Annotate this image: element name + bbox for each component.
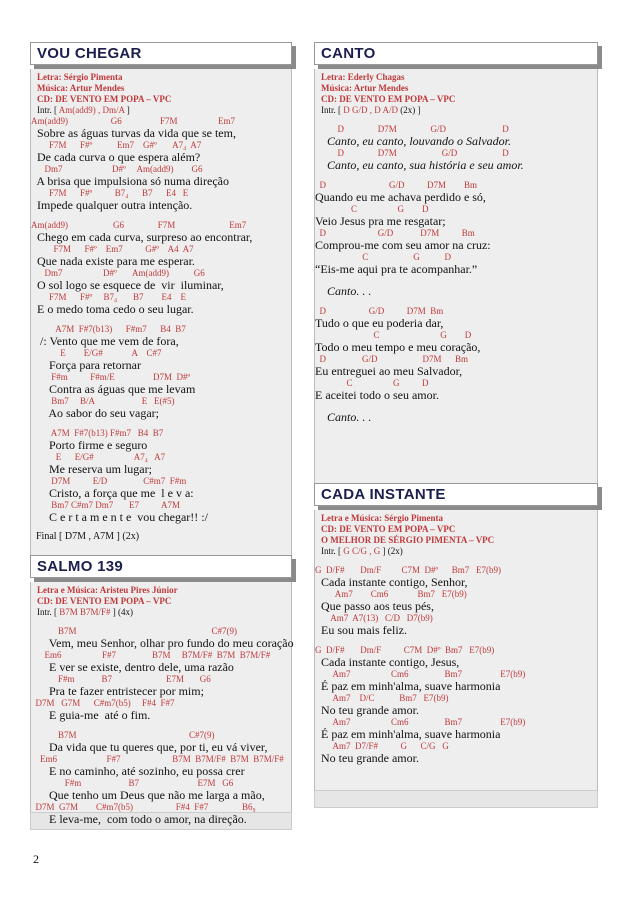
chord-line: Bm7 C#m7 Dm7 E7 A7M bbox=[31, 500, 181, 510]
lyric-line: Eu sou mais feliz. bbox=[315, 623, 407, 637]
page-number: 2 bbox=[33, 852, 39, 866]
song-salmo-139 bbox=[30, 555, 292, 830]
credit-line: Letra: Ederly Chagas bbox=[321, 72, 405, 82]
spacer bbox=[31, 618, 285, 626]
chord-line: B7M C#7(9) bbox=[31, 730, 215, 740]
lyric-line: E guia-me até o fim. bbox=[31, 708, 151, 722]
song-title: VOU CHEGAR bbox=[30, 42, 292, 65]
chord-line: Bm7 B/A E E(#5) bbox=[31, 396, 175, 406]
lyric-line: Veio Jesus pra me resgatar; bbox=[315, 214, 446, 228]
lyric-line: Porto firme e seguro bbox=[31, 438, 148, 452]
chord-line: F#m B7 E7M G6 bbox=[31, 674, 211, 684]
song-body bbox=[314, 69, 598, 484]
lyric-line: Que nada existe para me esperar. bbox=[31, 254, 195, 268]
lyric-line: “Eis-me aqui pra te acompanhar.” bbox=[315, 262, 478, 276]
credits bbox=[321, 72, 591, 105]
credits bbox=[321, 513, 591, 546]
song-lines bbox=[31, 618, 294, 826]
lyric-line: Tudo o que eu poderia dar, bbox=[315, 316, 444, 330]
chord-line: Em6 F#7 B7M B7M/F# B7M B7M/F# bbox=[31, 650, 271, 660]
lyric-line: Me reserva um lugar; bbox=[31, 462, 152, 476]
lyric-line: No teu grande amor. bbox=[315, 703, 419, 717]
lyric-line: E o medo toma cedo o seu lugar. bbox=[31, 302, 194, 316]
credits bbox=[37, 585, 285, 607]
song-lines bbox=[31, 116, 285, 542]
lyric-line: Vem, meu Senhor, olhar pro fundo do meu coração bbox=[31, 636, 294, 650]
chord-line: D7M G7M C#m7(b5) F#4 F#7 B6₉ bbox=[31, 802, 256, 812]
lyric-line: Todo o meu tempo e meu coração, bbox=[315, 340, 481, 354]
spacer bbox=[315, 172, 591, 180]
chord-line: C G D bbox=[315, 330, 472, 340]
song-lines bbox=[315, 557, 591, 765]
credit-line: CD: DE VENTO EM POPA – VPC bbox=[321, 94, 456, 104]
spacer bbox=[315, 116, 591, 124]
chord-line: F7M F#º Em7 G#º A7₄ A7 bbox=[31, 140, 202, 150]
lyric-line: Que tenho um Deus que não me larga a mão, bbox=[31, 788, 265, 802]
chord-line: D D7M G/D D bbox=[315, 124, 509, 134]
credit-line: CD: DE VENTO EM POPA – VPC bbox=[37, 94, 172, 104]
chord-line: F#m B7 E7M G6 bbox=[31, 778, 234, 788]
lyric-line: A brisa que impulsiona só numa direção bbox=[31, 174, 229, 188]
chord-line: D7M G7M C#m7(b5) F#4 F#7 bbox=[31, 698, 175, 708]
lyric-line: Canto. . . bbox=[315, 410, 372, 424]
credit-line: Letra e Música: Aristeu Pires Júnior bbox=[37, 585, 178, 595]
lyric-line: Chego em cada curva, surpreso ao encontrar, bbox=[31, 230, 253, 244]
chord-line: D G/D D7M Bm bbox=[315, 180, 478, 190]
lyric-line: Que passo aos teus pés, bbox=[315, 599, 434, 613]
lyric-line: Cada instante contigo, Jesus, bbox=[315, 655, 460, 669]
lyric-line: Quando eu me achava perdido e só, bbox=[315, 190, 486, 204]
final-line: Final [ D7M , A7M ] (2x) bbox=[31, 531, 140, 542]
lyric-line: E ver se existe, dentro dele, uma razão bbox=[31, 660, 234, 674]
chord-line: Am7 Cm6 Bm7 E7(b9) bbox=[315, 669, 526, 679]
lyric-line: O sol logo se esquece de vir iluminar, bbox=[31, 278, 224, 292]
chord-line: F7M F#º B7₄ B7 E4 E bbox=[31, 292, 186, 302]
credit-line: CD: DE VENTO EM POPA – VPC bbox=[37, 596, 172, 606]
chord-line: G D/F# Dm/F C7M D#º Bm7 E7(b9) bbox=[315, 645, 495, 655]
credits bbox=[37, 72, 285, 105]
song-body bbox=[314, 510, 598, 790]
lyric-line: Canto, eu canto, sua história e seu amor. bbox=[315, 158, 524, 172]
lyric-line: Pra te fazer entristecer por mim; bbox=[31, 684, 204, 698]
chord-line: D G/D D7M Bm bbox=[315, 228, 475, 238]
spacer bbox=[31, 212, 285, 220]
section-footer bbox=[314, 790, 598, 808]
song-canto bbox=[314, 42, 598, 484]
chord-line: D D7M G/D D bbox=[315, 148, 509, 158]
intro-line: Intr. [ G C/G , G ] (2x) bbox=[321, 546, 403, 556]
chord-line: Am(add9) G6 F7M Em7 bbox=[31, 116, 235, 126]
lyric-line: Eu entreguei ao meu Salvador, bbox=[315, 364, 463, 378]
spacer bbox=[315, 298, 591, 306]
spacer bbox=[315, 276, 591, 284]
chord-line: Am7 Cm6 Bm7 E7(b9) bbox=[315, 717, 526, 727]
chord-line: E E/G# A7₄ A7 bbox=[31, 452, 166, 462]
chord-line: D G/D D7M Bm bbox=[315, 306, 444, 316]
lyric-line: Força para retornar bbox=[31, 358, 141, 372]
chord-line: Dm7 D#º Am(add9) G6 bbox=[31, 268, 205, 278]
lyric-line: C e r t a m e n t e vou chegar!! :/ bbox=[31, 510, 208, 524]
lyric-line: Ao sabor do seu vagar; bbox=[31, 406, 159, 420]
lyric-line: Canto, eu canto, louvando o Salvador. bbox=[315, 134, 511, 148]
chord-line: A7M F#7(b13) F#m7 B4 B7 bbox=[31, 428, 164, 438]
chord-line: Am7 D7/F# G C/G G bbox=[315, 741, 449, 751]
song-body bbox=[30, 69, 292, 557]
chord-line: Am(add9) G6 F7M Em7 bbox=[31, 220, 247, 230]
lyric-line: E leva-me, com todo o amor, na direção. bbox=[31, 812, 247, 826]
lyric-line: Cada instante contigo, Senhor, bbox=[315, 575, 468, 589]
spacer bbox=[31, 722, 285, 730]
chord-line: F7M F#º Em7 G#º A4 A7 bbox=[31, 244, 194, 254]
chord-line: Dm7 D#º Am(add9) G6 bbox=[31, 164, 203, 174]
credit-line: O MELHOR DE SÉRGIO PIMENTA – VPC bbox=[321, 535, 495, 545]
lyric-line: E aceitei todo o seu amor. bbox=[315, 388, 439, 402]
credit-line: Música: Artur Mendes bbox=[321, 83, 409, 93]
chord-line: Em6 F#7 B7M B7M/F# B7M B7M/F# bbox=[31, 754, 284, 764]
chord-line: Am7 Cm6 Bm7 E7(b9) bbox=[315, 589, 467, 599]
chord-line: D7M E/D C#m7 F#m bbox=[31, 476, 187, 486]
lyric-line: No teu grande amor. bbox=[315, 751, 419, 765]
lyric-line: Contra as águas que me levam bbox=[31, 382, 196, 396]
song-vou-chegar bbox=[30, 42, 292, 557]
lyric-line: Cristo, a força que me l e v a: bbox=[31, 486, 194, 500]
lyric-line: De cada curva o que espera além? bbox=[31, 150, 201, 164]
chord-line: C G D bbox=[315, 378, 429, 388]
spacer bbox=[31, 420, 285, 428]
spacer bbox=[315, 402, 591, 410]
lyric-line: Sobre as águas turvas da vida que se tem, bbox=[31, 126, 236, 140]
chord-line: F7M F#º B7₄ B7 E4 E bbox=[31, 188, 189, 198]
lyric-line: E no caminho, até sozinho, eu possa crer bbox=[31, 764, 245, 778]
credit-line: Música: Artur Mendes bbox=[37, 83, 125, 93]
spacer bbox=[315, 637, 591, 645]
chord-line: Am7 D/C Bm7 E7(b9) bbox=[315, 693, 449, 703]
intro-line: Intr. [ Am(add9) , Dm/A ] bbox=[37, 105, 130, 115]
chord-line: C G D bbox=[315, 252, 452, 262]
credit-line: Letra e Música: Sérgio Pimenta bbox=[321, 513, 443, 523]
lyric-line: Da vida que tu queres que, por ti, eu vá viver, bbox=[31, 740, 268, 754]
song-title: CANTO bbox=[314, 42, 598, 65]
chord-line: B7M C#7(9) bbox=[31, 626, 238, 636]
lyric-line: É paz em minh'alma, suave harmonia bbox=[315, 727, 501, 741]
lyric-line: Comprou-me com seu amor na cruz: bbox=[315, 238, 491, 252]
lyric-line: Canto. . . bbox=[315, 284, 372, 298]
song-lines bbox=[315, 116, 591, 424]
chord-line: C G D bbox=[315, 204, 429, 214]
lyric-line: Impede qualquer outra intenção. bbox=[31, 198, 193, 212]
credit-line: Letra: Sérgio Pimenta bbox=[37, 72, 123, 82]
song-body bbox=[30, 582, 294, 826]
intro-line: Intr. [ D G/D , D A/D (2x) ] bbox=[321, 105, 421, 115]
spacer bbox=[31, 316, 285, 324]
chord-line: G D/F# Dm/F C7M D#º Bm7 E7(b9) bbox=[315, 565, 502, 575]
credit-line: CD: DE VENTO EM POPA – VPC bbox=[321, 524, 456, 534]
lyric-line: /: Vento que me vem de fora, bbox=[31, 334, 179, 348]
chord-line: F#m F#m/E D7M D#º bbox=[31, 372, 191, 382]
intro-line: Intr. [ B7M B7M/F# ] (4x) bbox=[37, 607, 134, 617]
chord-line: A7M F#7(b13) F#m7 B4 B7 bbox=[31, 324, 186, 334]
spacer bbox=[315, 557, 591, 565]
song-title: CADA INSTANTE bbox=[314, 483, 598, 506]
song-title: SALMO 139 bbox=[30, 555, 292, 578]
lyric-line: É paz em minh'alma, suave harmonia bbox=[315, 679, 501, 693]
chord-line: D G/D D7M Bm bbox=[315, 354, 469, 364]
chord-line: Am7 A7(13) C/D D7(b9) bbox=[315, 613, 433, 623]
song-cada-instante bbox=[314, 483, 598, 808]
chord-line: E E/G# A C#7 bbox=[31, 348, 162, 358]
